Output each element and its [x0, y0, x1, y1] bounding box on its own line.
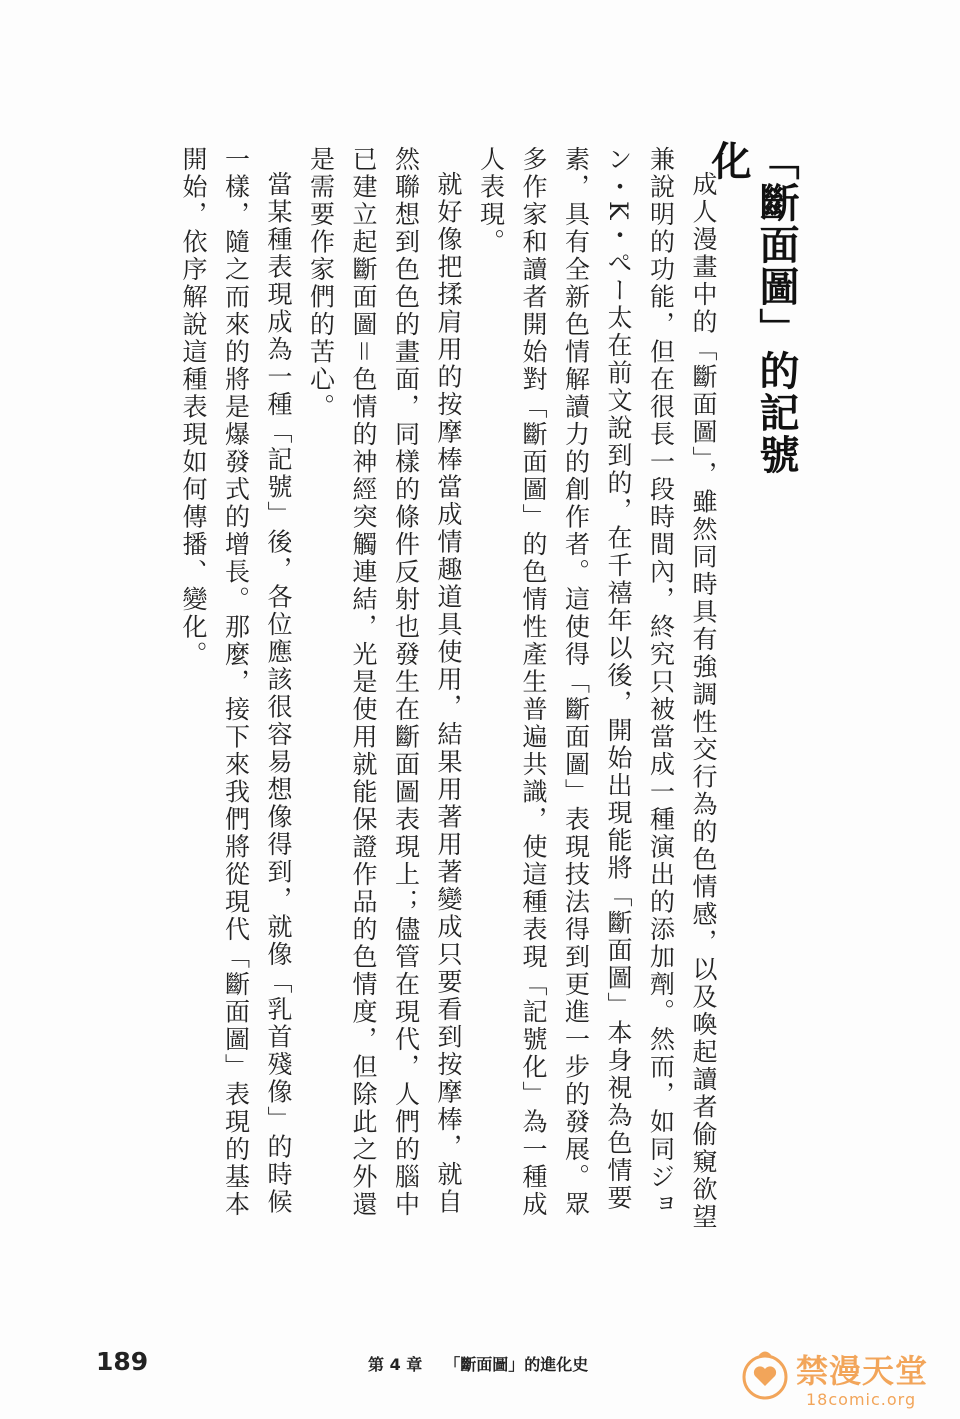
heart-mascot-icon: [740, 1350, 790, 1400]
section-title: 「斷面圖」的記號化: [705, 140, 799, 476]
page-number: 189: [96, 1347, 149, 1376]
watermark-name: 禁漫天堂: [796, 1352, 929, 1390]
watermark-url: 18comic.org: [806, 1390, 917, 1409]
paragraph-3: 當某種表現成為一種「記號」後，各位應該很容易想像得到，就像「乳首殘像」的時候一樣，隨之而來的將是爆發式的增長。那麼，接下來我們將從現代「斷面圖」表現的基本開始，依序解說這種表現如何傳播、變化。: [179, 146, 293, 1219]
body-text: [179, 146, 724, 1236]
running-footer: [368, 1352, 588, 1375]
paragraph-1: 成人漫畫中的「斷面圖」，雖然同時具有強調性交行為的色情感，以及喚起讀者偷窺欲望兼說明的功能，但在很長一段時間內，終究只被當成一種演出的添加劑。然而，如同ジョン・K・ぺー太在前文說到的，在千禧年以後，開始出現能將「斷面圖」本身視為色情要素，具有全新色情解讀力的創作者。這使得「斷面圖」表現技法得到更進一步的發展。眾多作家和讀者開始對「斷面圖」的色情性產生普遍共識，使這種表現「記號化」為一種成人表現。: [476, 146, 718, 1231]
chapter-title: 「斷面圖」的進化史: [444, 1355, 589, 1374]
chapter-label: 第 4 章: [368, 1355, 423, 1374]
paragraph-2: 就好像把揉肩用的按摩棒當成情趣道具使用，結果用著用著變成只要看到按摩棒，就自然聯想到色色的畫面，同樣的條件反射也發生在斷面圖表現上；儘管在現代，人們的腦中已建立起斷面圖＝色情的神經突觸連結，光是使用就能保證作品的色情度，但除此之外還是需要作家們的苦心。: [306, 146, 463, 1219]
site-watermark: [740, 1344, 950, 1414]
